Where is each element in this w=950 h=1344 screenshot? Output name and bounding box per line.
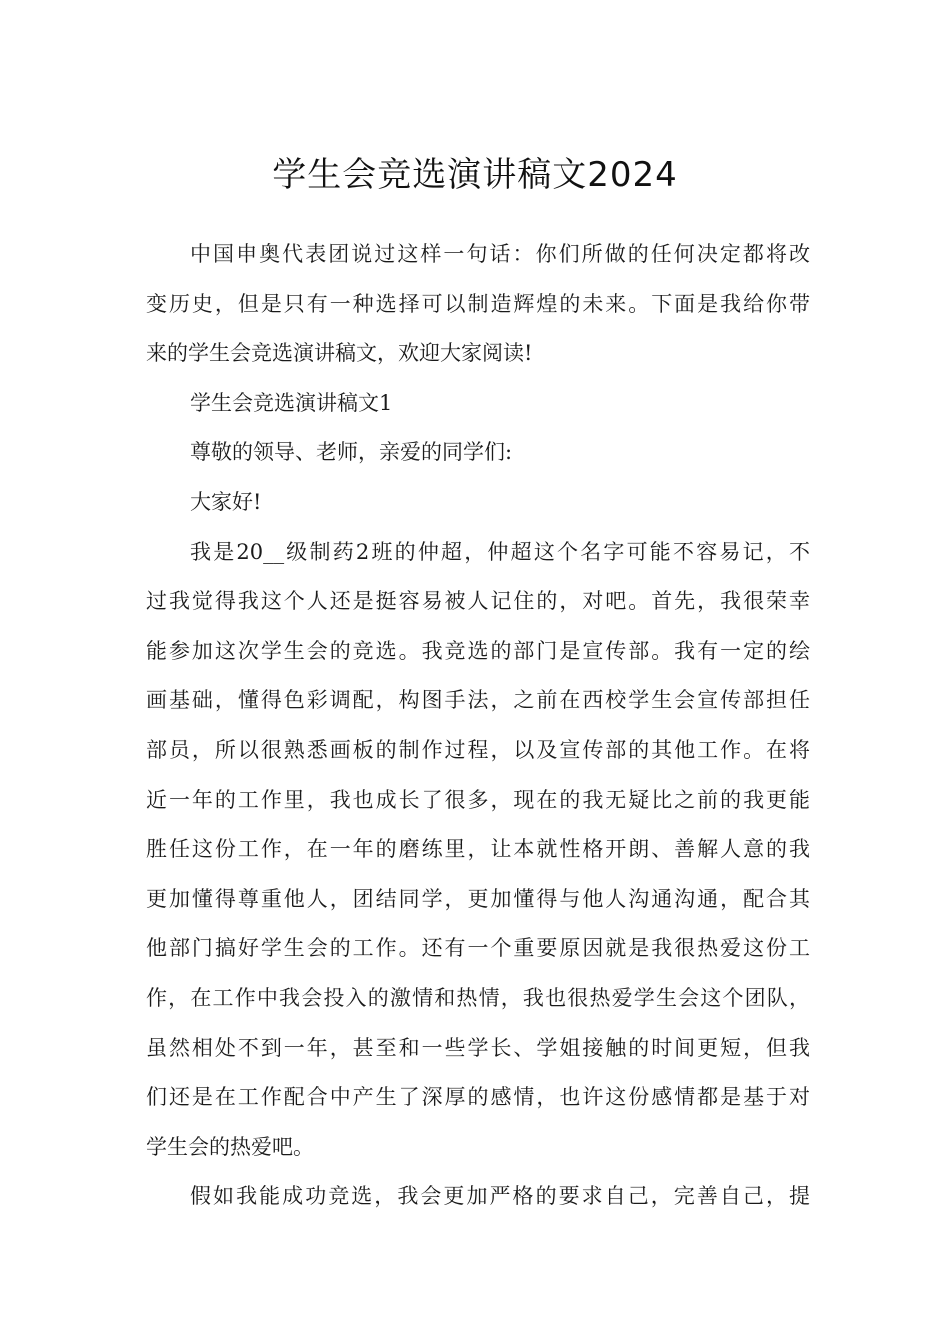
- text-line-content: 胜任这份工作，在一年的磨练里，让本就性格开朗、善解人意的我: [146, 837, 810, 862]
- text-line: [146, 924, 810, 974]
- text-line-content: 变历史，但是只有一种选择可以制造辉煌的未来。下面是我给你带: [146, 291, 810, 316]
- text-line-content: 我是20__级制药2班的仲超，仲超这个名字可能不容易记，不: [190, 539, 810, 564]
- text-line-content: 部员，所以很熟悉画板的制作过程，以及宣传部的其他工作。在将: [146, 737, 810, 762]
- text-line: [146, 1123, 810, 1173]
- text-line: [146, 230, 810, 280]
- text-line-content: 更加懂得尊重他人，团结同学，更加懂得与他人沟通沟通，配合其: [146, 886, 810, 911]
- text-line: [146, 329, 810, 379]
- text-line: [146, 428, 810, 478]
- text-line-content: 中国申奥代表团说过这样一句话：你们所做的任何决定都将改: [190, 242, 810, 266]
- text-line: [146, 627, 810, 677]
- text-line-content: 过我觉得我这个人还是挺容易被人记住的，对吧。首先，我很荣幸: [146, 589, 810, 614]
- text-line-content: 学生会竞选演讲稿文1: [190, 390, 393, 415]
- text-line: [146, 1073, 810, 1123]
- text-line-content: 学生会的热爱吧。: [146, 1134, 314, 1159]
- document-body: [146, 230, 810, 1222]
- text-line-content: 大家好!: [190, 489, 262, 514]
- text-line-content: 们还是在工作配合中产生了深厚的感情，也许这份感情都是基于对: [146, 1085, 810, 1110]
- document-title: 学生会竞选演讲稿文2024: [272, 154, 678, 195]
- text-line: [146, 528, 810, 578]
- text-line-content: 他部门搞好学生会的工作。还有一个重要原因就是我很热爱这份工: [146, 936, 810, 961]
- text-line: [146, 825, 810, 875]
- text-line-content: 能参加这次学生会的竞选。我竞选的部门是宣传部。我有一定的绘: [146, 638, 810, 663]
- text-line: [146, 577, 810, 627]
- text-line: [146, 379, 810, 429]
- text-line: [146, 875, 810, 925]
- text-line-content: 尊敬的领导、老师，亲爱的同学们:: [190, 440, 513, 465]
- text-line-content: 假如我能成功竞选，我会更加严格的要求自己，完善自己，提: [190, 1184, 810, 1209]
- text-line: [146, 974, 810, 1024]
- text-line: [146, 280, 810, 330]
- text-line: [146, 676, 810, 726]
- text-line-content: 虽然相处不到一年，甚至和一些学长、学姐接触的时间更短，但我: [146, 1035, 810, 1060]
- text-line-content: 作，在工作中我会投入的激情和热情，我也很热爱学生会这个团队，: [146, 985, 810, 1010]
- text-line-content: 来的学生会竞选演讲稿文，欢迎大家阅读!: [146, 341, 533, 366]
- text-line: [146, 726, 810, 776]
- text-line: [146, 776, 810, 826]
- text-line: [146, 1172, 810, 1222]
- text-line: [146, 478, 810, 528]
- text-line-content: 画基础，懂得色彩调配，构图手法，之前在西校学生会宣传部担任: [146, 688, 810, 713]
- text-line: [146, 1024, 810, 1074]
- text-line-content: 近一年的工作里，我也成长了很多，现在的我无疑比之前的我更能: [146, 787, 810, 812]
